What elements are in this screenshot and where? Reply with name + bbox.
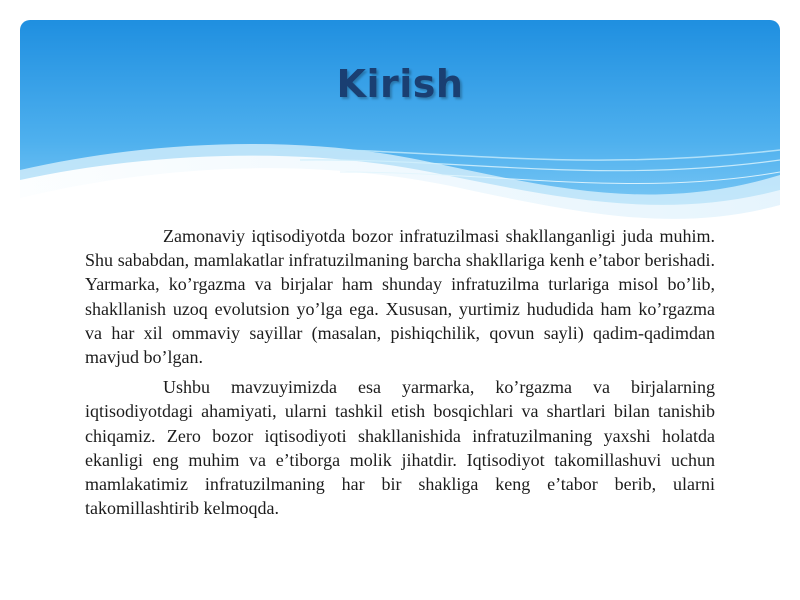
header-wave-background	[0, 0, 800, 260]
body-paragraph: Zamonaviy iqtisodiyotda bozor infratuzilmasi shakllanganligi juda muhim. Shu sababdan, mamlakatlar infratuzilmaning barcha shakllariga kenh e’tabor berishadi. Yarmarka, ko’rgazma va birjalar ham shunday infratuzilma turlariga misol bo’lib, shakllanish uzoq evolutsion yo’lga ega. Xususan, yurtimiz hududida ham ko’rgazma va har xil ommaviy sayillar (masalan, pishiqchilik, qovun sayli) qadim-qadimdan mavjud bo’lgan.	[85, 226, 715, 368]
slide-title: Kirish	[336, 62, 464, 106]
slide-body	[85, 224, 715, 526]
body-paragraph: Ushbu mavzuyimizda esa yarmarka, ko’rgazma va birjalarning iqtisodiyotdagi ahamiyati, ularni tashkil etish bosqichlari va shartlari bilan tanishib chiqamiz. Zero bozor iqtisodiyoti shakllanishida infratuzilmaning yaxshi holatda ekanligi eng muhim va e’tiborga molik jihatdir. Iqtisodiyot takomillashuvi uchun mamlakatimiz infratuzilmaning har bir shakliga keng e’tabor berib, ularni takomillashtirib kelmoqda.	[85, 377, 715, 519]
